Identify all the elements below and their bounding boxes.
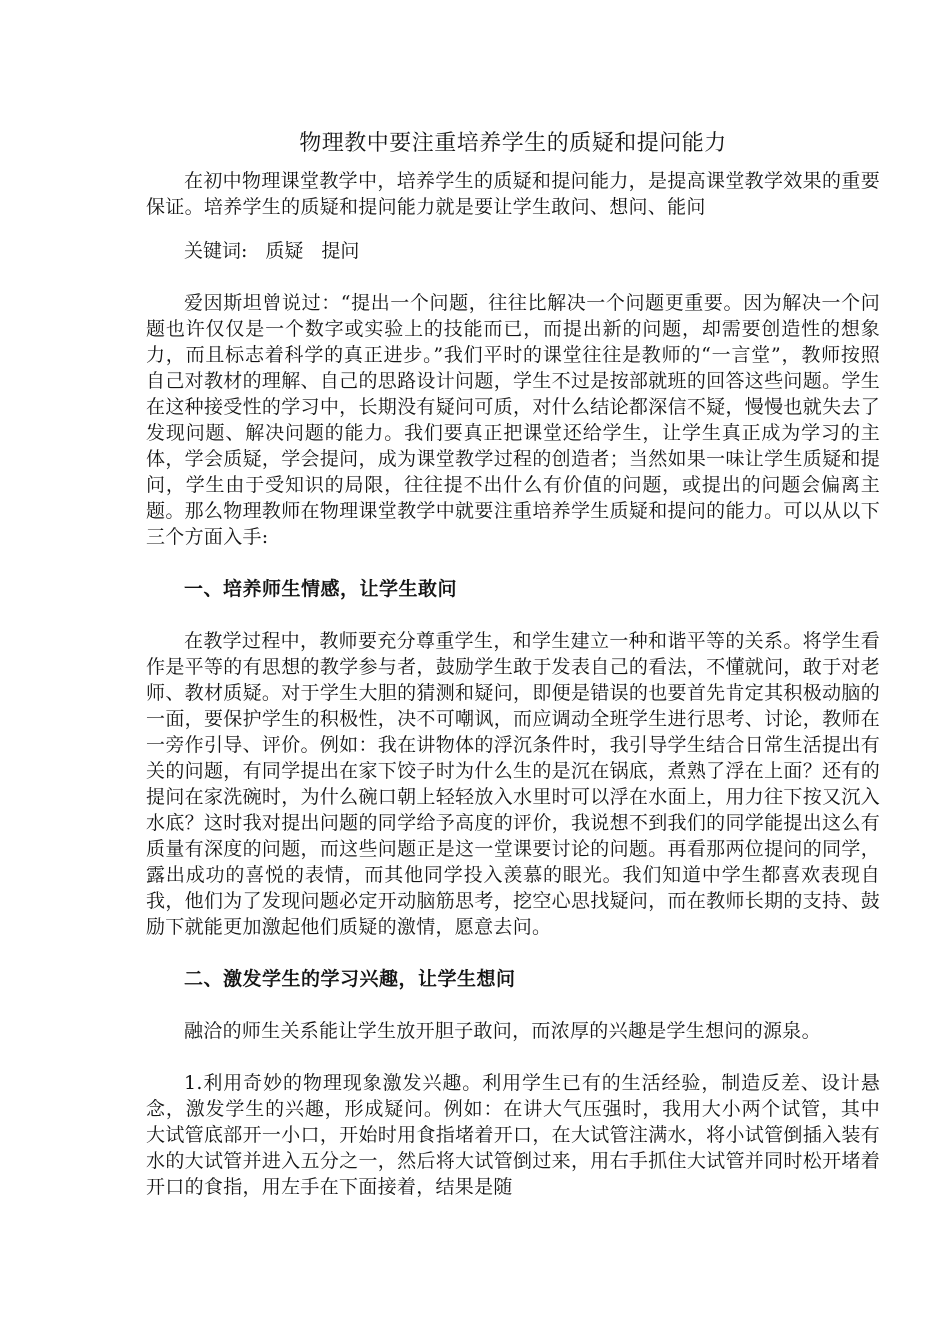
keyword-1: 质疑 [265,240,304,262]
spacer [146,264,880,290]
document-content [146,128,880,1200]
section-2-heading: 二、激发学生的学习兴趣，让学生想问 [184,968,516,990]
spacer [146,602,880,628]
spacer [146,550,880,576]
spacer [146,992,880,1018]
spacer [146,1044,880,1070]
section-1-heading: 一、培养师生情感，让学生敢问 [184,578,458,600]
spacer [146,220,880,238]
keyword-2: 提问 [321,240,360,262]
abstract-paragraph: 在初中物理课堂教学中，培养学生的质疑和提问能力，是提高课堂教学效果的重要保证。培养学生的质疑和提问能力就是要让学生敢问、想问、能问 [146,170,880,218]
intro-paragraph: 爱因斯坦曾说过：“提出一个问题，往往比解决一个问题更重要。因为解决一个问题也许仅仅是一个数字或实验上的技能而已，而提出新的问题，却需要创造性的想象力，而且标志着科学的真正进步。”我们平时的课堂往往是教师的“一言堂”，教师按照自己对教材的理解、自己的思路设计问题，学生不过是按部就班的回答这些问题。学生在这种接受性的学习中，长期没有疑问可质，对什么结论都深信不疑，慢慢也就失去了发现问题、解决问题的能力。我们要真正把课堂还给学生，让学生真正成为学习的主体，学会质疑，学会提问，成为课堂教学过程的创造者；当然如果一味让学生质疑和提问，学生由于受知识的局限，往往提不出什么有价值的问题，或提出的问题会偏离主题。那么物理教师在物理课堂教学中就要注重培养学生质疑和提问的能力。可以从以下三个方面入手: [146,292,880,548]
keywords-line [146,238,880,264]
point-1-paragraph: 1.利用奇妙的物理现象激发兴趣。利用学生已有的生活经验，制造反差、设计悬念，激发学生的兴趣，形成疑问。例如：在讲大气压强时，我用大小两个试管，其中 大试管底部开一小口，开始时用食指堵着开口，在大试管注满水，将小试管倒插入装有水的大试管并进入五分之一，然后将大试管倒过来，用右手抓住大试管并同时松开堵着开口的食指，用左手在下面接着，结果是随 [146,1072,880,1198]
keywords-label: 关键词: [184,240,248,262]
page-title: 物理教中要注重培养学生的质疑和提问能力 [299,131,727,156]
section-2-paragraph: 融洽的师生关系能让学生放开胆子敢问，而浓厚的兴趣是学生想问的源泉。 [184,1020,821,1042]
section-1-paragraph: 在教学过程中，教师要充分尊重学生，和学生建立一种和谐平等的关系。将学生看作是平等的有思想的教学参与者，鼓励学生敢于发表自己的看法，不懂就问，敢于对老师、教材质疑。对于学生大胆的猜测和疑问，即便是错误的也要首先肯定其积极动脑的一面，要保护学生的积极性，决不可嘲讽，而应调动全班学生进行思考、讨论，教师在一旁作引导、评价。例如：我在讲物体的浮沉条件时，我引导学生结合日常生活提出有关的问题，有同学提出在家下饺子时为什么生的是沉在锅底，煮熟了浮在上面？还有的提问在家洗碗时，为什么碗口朝上轻轻放入水里时可以浮在水面上，用力往下按又沉入水底？这时我对提出问题的同学给予高度的评价，我说想不到我们的同学能提出这么有质量有深度的问题，而这些问题正是这一堂课要讨论的问题。再看那两位提问的同学，露出成功的喜悦的表情，而其他同学投入羡慕的眼光。我们知道中学生都喜欢表现自我，他们为了发现问题必定开动脑筋思考，挖空心思找疑问，而在教师长期的支持、鼓励下就能更加激起他们质疑的激情，愿意去问。 [146,630,880,938]
spacer [146,940,880,966]
